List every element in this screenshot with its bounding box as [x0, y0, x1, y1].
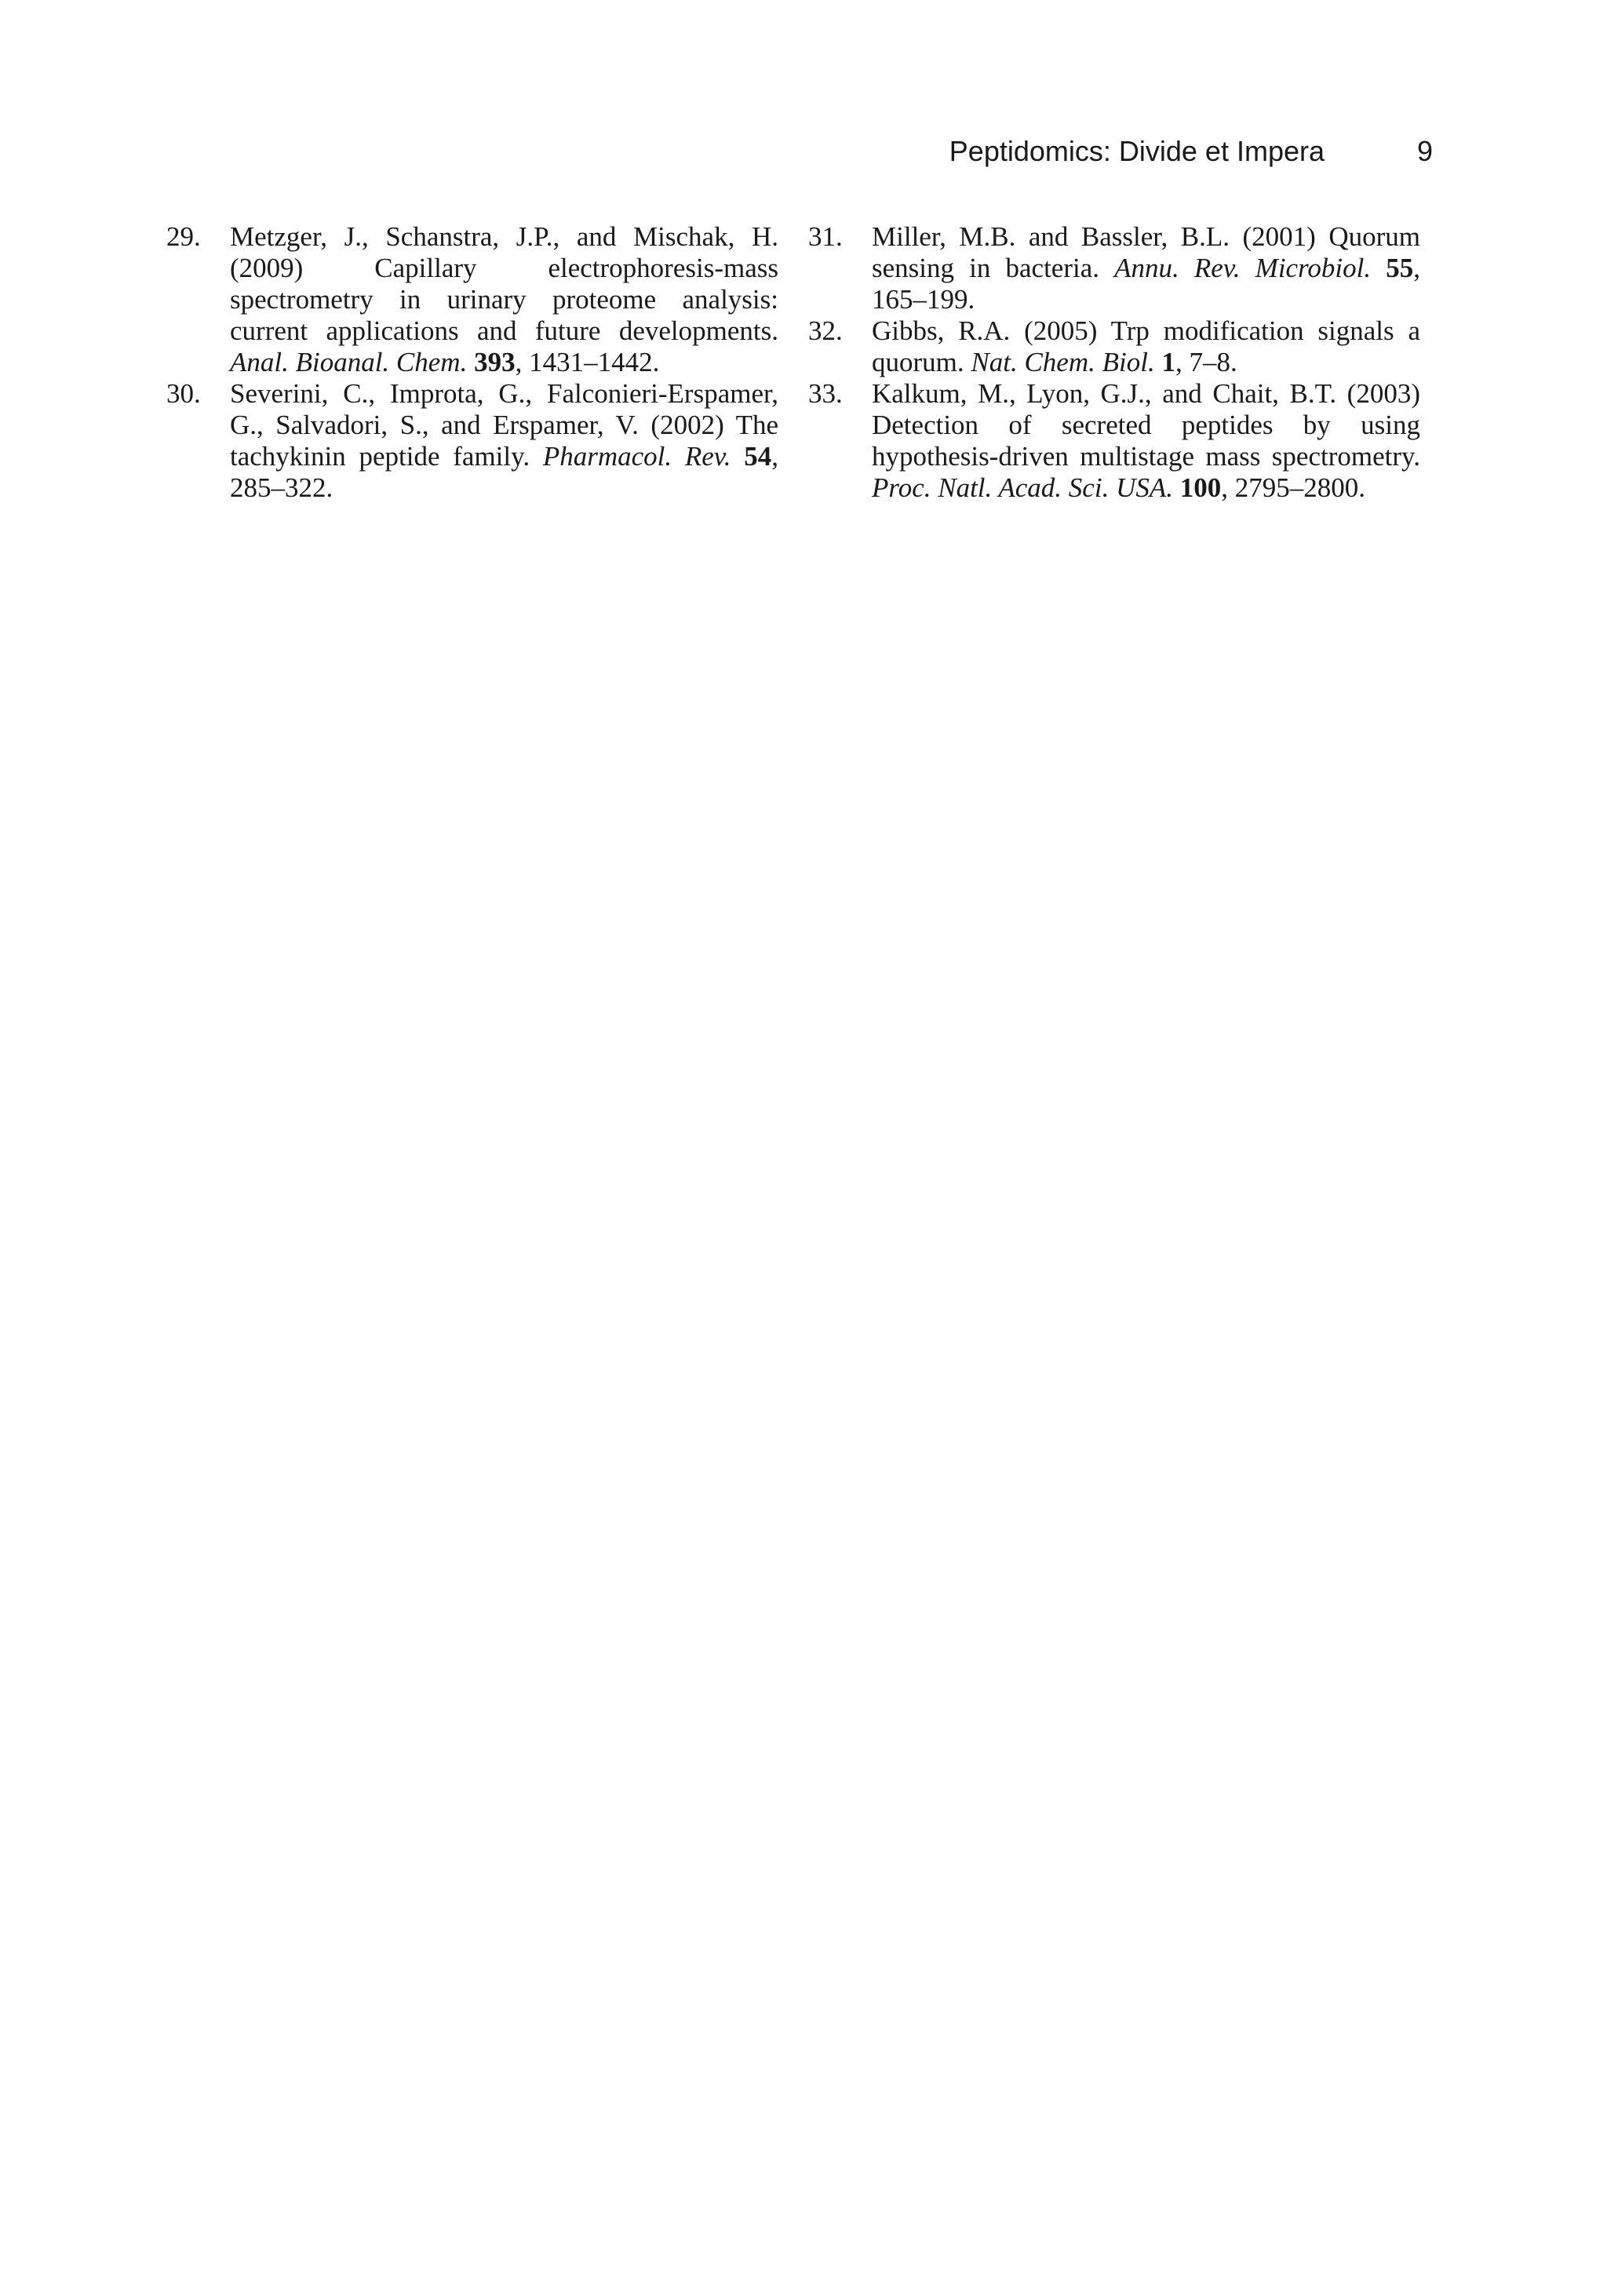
reference-number: 32. — [808, 315, 843, 346]
reference-column-left — [166, 221, 778, 504]
reference-text: Miller, M.B. and Bassler, B.L. (2001) Quorum sensing in bacteria. — [872, 221, 1420, 283]
journal-title: Pharmacol. Rev. — [542, 441, 731, 472]
reference-text: Metzger, J., Schanstra, J.P., and Mischak, H. (2009) Capillary electrophoresis-mass spectrometry in urinary proteome analysis: current applications and future developments. — [230, 221, 778, 346]
running-head — [0, 132, 1607, 179]
volume-number: 100 — [1179, 472, 1222, 503]
journal-title: Proc. Natl. Acad. Sci. USA. — [872, 472, 1173, 503]
reference-text: Severini, C., Improta, G., Falconieri-Erspamer, G., Salvadori, S., and Erspamer, V. (2002) The tachykinin peptide family. — [230, 378, 778, 472]
volume-number: 54 — [744, 441, 772, 472]
page-range: , 7–8. — [1175, 347, 1237, 377]
volume-number: 55 — [1386, 253, 1414, 283]
reference-number: 29. — [166, 221, 201, 252]
reference-text: Gibbs, R.A. (2005) Trp modification signals a quorum. — [872, 315, 1420, 377]
page-range: , 1431–1442. — [515, 347, 660, 377]
reference-number: 30. — [166, 378, 201, 409]
reference-33 — [808, 378, 1420, 504]
page-number: 9 — [1416, 135, 1433, 167]
page-range: , 2795–2800. — [1221, 472, 1365, 503]
reference-30 — [166, 378, 778, 504]
page-range: , 165–199. — [872, 253, 1421, 315]
journal-title: Nat. Chem. Biol. — [971, 347, 1155, 377]
reference-31 — [808, 221, 1420, 315]
journal-title: Anal. Bioanal. Chem. — [230, 347, 468, 377]
reference-column-right — [808, 221, 1420, 504]
reference-text: Kalkum, M., Lyon, G.J., and Chait, B.T. (2003) Detection of secreted peptides by using hypothesis-driven multistage mass spectrometry. — [872, 378, 1420, 472]
volume-number: 393 — [474, 347, 516, 377]
page-range: , 285–322. — [230, 441, 778, 503]
reference-29 — [166, 221, 778, 378]
reference-number: 31. — [808, 221, 843, 252]
running-title: Peptidomics: Divide et Impera — [949, 135, 1325, 167]
journal-title: Annu. Rev. Microbiol. — [1114, 253, 1372, 283]
reference-32 — [808, 315, 1420, 378]
volume-number: 1 — [1161, 347, 1175, 377]
reference-number: 33. — [808, 378, 843, 409]
